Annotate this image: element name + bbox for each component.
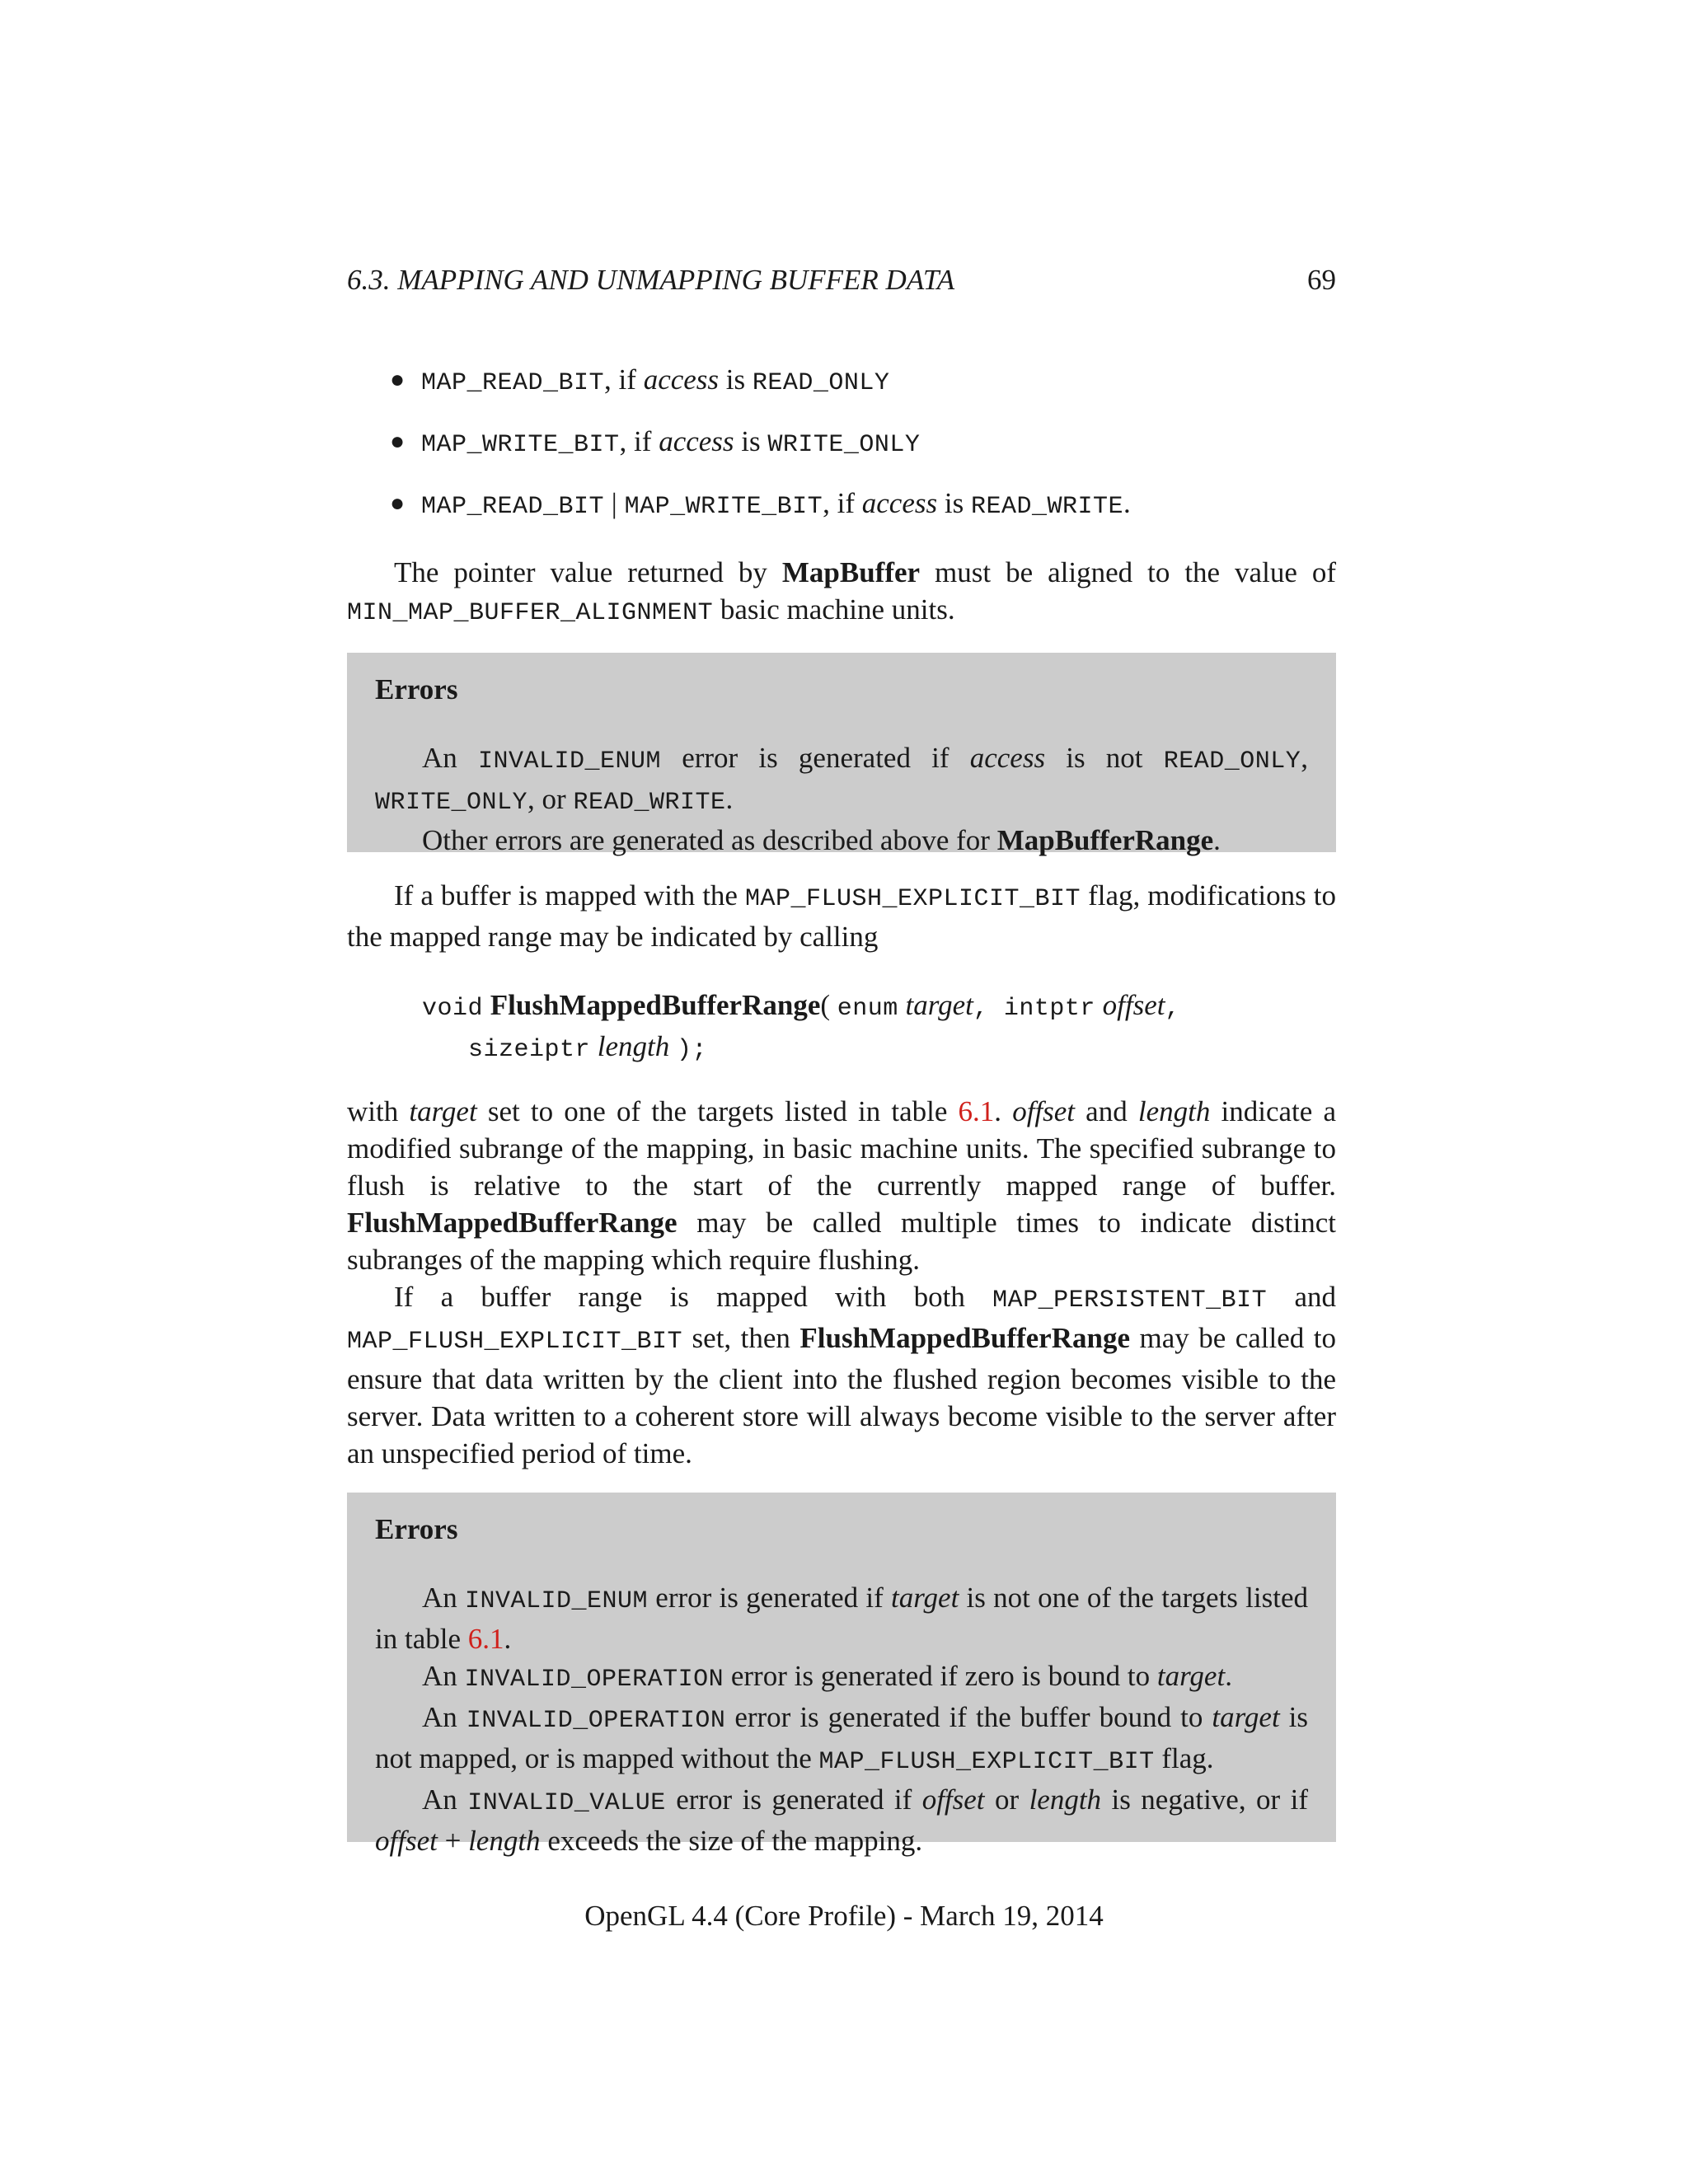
list-item: ● MAP_WRITE_BIT, if access is WRITE_ONLY: [347, 423, 1336, 460]
paragraph-persistent: If a buffer range is mapped with both MAP_PERSISTENT_BIT and MAP_FLUSH_EXPLICIT_BIT set, then FlushMappedBufferRange may be called to ensure that data written by the client into the flushed region becomes visible to the server. Data written to a coherent store will always become visible to the server after an unspecified period of time.: [347, 1281, 1336, 1469]
section-title: 6.3. MAPPING AND UNMAPPING BUFFER DATA: [347, 264, 955, 296]
bullet-icon: ●: [390, 366, 406, 393]
list-item: ● MAP_READ_BIT, if access is READ_ONLY: [347, 361, 1336, 398]
table-reference-link[interactable]: 6.1: [467, 1623, 504, 1655]
error-item: An INVALID_OPERATION error is generated if zero is bound to target.: [422, 1660, 1232, 1694]
paragraph-flush-explicit: If a buffer is mapped with the MAP_FLUSH_EXPLICIT_BIT flag, modifications to the mapped range may be indicated by calling: [347, 879, 1336, 953]
error-item: An INVALID_ENUM error is generated if access is not READ_ONLY, WRITE_ONLY, or READ_WRITE.: [375, 742, 1308, 817]
function-name: FlushMappedBufferRange: [490, 989, 821, 1021]
paragraph-flush-description: with target set to one of the targets listed in table 6.1. offset and length indicate a modified subrange of the mapping, in basic machine units. The specified subrange to flush is relative to the start of the currently mapped range of buffer. FlushMappedBufferRange may be called multiple times to indicate distinct subranges of the mapping which require flushing.: [347, 1095, 1336, 1276]
errors-box-flush: [347, 1493, 1336, 1857]
page-number: 69: [1307, 264, 1336, 296]
bullet-icon: ●: [390, 490, 406, 517]
errors-box-mapbuffer: [347, 653, 1336, 856]
function-prototype: void FlushMappedBufferRange( enum target, intptr offset, sizeiptr length );: [422, 989, 1180, 1064]
paragraph-alignment: The pointer value returned by MapBuffer must be aligned to the value of MIN_MAP_BUFFER_ALIGNMENT basic machine units.: [347, 556, 1336, 627]
bullet-icon: ●: [390, 428, 406, 455]
errors-heading: Errors: [375, 673, 458, 705]
access-bit-list: [347, 361, 1336, 546]
error-item: Other errors are generated as described above for MapBufferRange.: [422, 824, 1221, 856]
running-header: [347, 262, 1336, 298]
page-footer: OpenGL 4.4 (Core Profile) - March 19, 2014: [584, 1900, 1104, 1932]
errors-heading: Errors: [375, 1513, 458, 1545]
error-item: An INVALID_ENUM error is generated if target is not one of the targets listed in table 6.1.: [375, 1582, 1308, 1655]
error-item: An INVALID_OPERATION error is generated if the buffer bound to target is not mapped, or is mapped without the MAP_FLUSH_EXPLICIT_BIT flag.: [375, 1701, 1309, 1776]
table-reference-link[interactable]: 6.1: [958, 1095, 995, 1127]
list-item: ● MAP_READ_BIT | MAP_WRITE_BIT, if access is READ_WRITE.: [347, 485, 1336, 522]
error-item: An INVALID_VALUE error is generated if offset or length is negative, or if offset + length exceeds the size of the mapping.: [375, 1783, 1308, 1857]
